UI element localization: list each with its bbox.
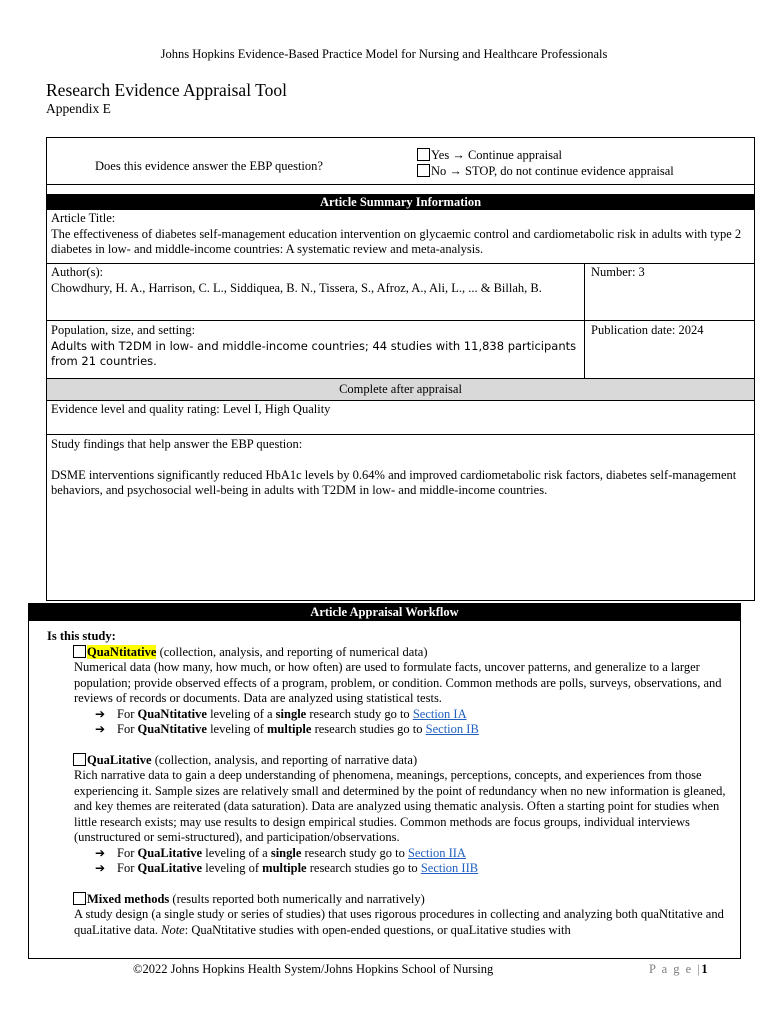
page-label: P a g e | xyxy=(649,962,702,976)
mixed-methods-name: Mixed methods xyxy=(87,891,170,906)
note-label: Note xyxy=(161,922,185,937)
appraisal-workflow xyxy=(28,603,741,959)
article-title-value[interactable]: The effectiveness of diabetes self-management education intervention on glycaemic control and cardiometabolic risk in adults with type 2 diabetes in low- and middle-income countries: A systematic review and meta-analysis. xyxy=(51,226,742,256)
mixed-methods-desc: (results reported both numerically and narratively) xyxy=(169,891,425,906)
authors-value[interactable]: Chowdhury, H. A., Harrison, C. L., Siddiquea, B. N., Tissera, S., Afroz, A., Ali, L., ... & Billah, B. xyxy=(51,280,542,295)
mixed-methods-body xyxy=(47,907,737,938)
section-iia-link[interactable]: Section IIA xyxy=(407,845,466,860)
number-field[interactable]: Number: 3 xyxy=(591,265,645,279)
authors-label: Author(s): xyxy=(51,265,104,279)
section-ib-link[interactable]: Section IB xyxy=(425,722,479,736)
right-arrow-icon: ➔ xyxy=(95,722,106,736)
article-summary-form xyxy=(46,137,755,601)
row-text: leveling of a xyxy=(202,845,271,860)
population-label: Population, size, and setting: xyxy=(51,323,196,337)
screening-question: Does this evidence answer the EBP question? xyxy=(95,159,323,173)
row-text: research studies go to xyxy=(311,722,426,736)
quantitative-name: QuaNtitative xyxy=(87,644,157,659)
mixed-body-text: A study design (a single study or series of studies) that uses rigorous procedures in collecting and analyzing both quaNtitative and quaLitative data. xyxy=(74,907,724,937)
mixed-methods-option[interactable] xyxy=(47,892,737,908)
yes-option[interactable] xyxy=(417,147,674,163)
row-bold: QuaNtitative xyxy=(137,706,207,721)
qualitative-single-row xyxy=(47,846,737,862)
row-text: leveling of xyxy=(206,722,267,736)
population-row xyxy=(47,321,754,379)
yes-option-label: Yes → Continue appraisal xyxy=(431,148,563,162)
qualitative-desc: (collection, analysis, and reporting of narrative data) xyxy=(151,752,418,767)
quantitative-multiple-row xyxy=(47,722,737,738)
tool-title: Research Evidence Appraisal Tool xyxy=(46,80,287,100)
qualitative-option[interactable] xyxy=(47,753,737,769)
qualitative-body: Rich narrative data to gain a deep understanding of phenomena, meanings, perceptions, concepts, and experiences from those experiencing it. Sample sizes are relatively small and determined by the point of redundancy when no new information is gleaned, and key themes are reiterated (data saturation). Data are analyzed using thematic analysis. Often a starting point for studies when little research exists; may use results to design empirical studies. Common methods are focus groups, individual interviews (unstructured or semi-structured), and participation/observations. xyxy=(74,768,726,844)
article-title-row xyxy=(47,210,754,264)
authors-row xyxy=(47,264,754,321)
quantitative-checkbox[interactable] xyxy=(73,645,86,658)
right-arrow-icon: ➔ xyxy=(95,845,106,860)
page-indicator xyxy=(649,962,709,978)
row-text: For xyxy=(117,706,138,721)
qualitative-multiple-row xyxy=(47,861,737,877)
copyright: ©2022 Johns Hopkins Health System/Johns Hopkins School of Nursing xyxy=(133,962,494,976)
publication-date-field[interactable]: Publication date: 2024 xyxy=(591,323,704,337)
yes-checkbox[interactable] xyxy=(417,148,430,161)
no-option-label: No → STOP, do not continue evidence appraisal xyxy=(431,164,674,178)
workflow-heading: Article Appraisal Workflow xyxy=(29,604,740,621)
mixed-body-text: : QuaNtitative studies with open-ended questions, or quaLitative studies with xyxy=(184,922,571,937)
after-appraisal-heading: Complete after appraisal xyxy=(47,379,754,401)
quantitative-desc: (collection, analysis, and reporting of numerical data) xyxy=(156,644,428,659)
page-footer xyxy=(0,962,768,978)
qualitative-checkbox[interactable] xyxy=(73,753,86,766)
page-number: 1 xyxy=(701,962,710,976)
findings-row xyxy=(47,435,754,600)
right-arrow-icon: ➔ xyxy=(95,861,106,875)
model-title: Johns Hopkins Evidence-Based Practice Model for Nursing and Healthcare Professionals xyxy=(160,47,608,61)
workflow-question: Is this study: xyxy=(47,629,116,643)
findings-value[interactable]: DSME interventions significantly reduced HbA1c levels by 0.64% and improved cardiometabolic risk factors, diabetes self-management behaviors, and psychosocial well-being in adults with T2DM in low- and middle-income countries. xyxy=(51,467,737,497)
evidence-level-field[interactable]: Evidence level and quality rating: Level I, High Quality xyxy=(51,402,331,416)
row-bold: QuaLitative xyxy=(137,845,203,860)
row-bold: QuaLitative xyxy=(137,861,203,875)
quantitative-body: Numerical data (how many, how much, or how often) are used to formulate facts, uncover patterns, and generalize to a larger population; provide observed effects of a program, problem, or condition. Common methods are polls, surveys, observations, and reviews of records or documents. Data are analyzed using statistical tests. xyxy=(74,660,722,705)
row-text: For xyxy=(117,722,138,736)
row-bold: single xyxy=(275,706,307,721)
row-text: For xyxy=(117,845,138,860)
row-text: research studies go to xyxy=(306,861,421,875)
row-bold: QuaNtitative xyxy=(137,722,207,736)
right-arrow-icon: ➔ xyxy=(95,706,106,721)
row-text: research study go to xyxy=(306,706,413,721)
article-title-label: Article Title: xyxy=(51,211,116,225)
row-bold: single xyxy=(270,845,302,860)
row-text: For xyxy=(117,861,138,875)
screening-row xyxy=(47,138,754,185)
summary-heading: Article Summary Information xyxy=(47,194,754,210)
qualitative-name: QuaLitative xyxy=(87,752,152,767)
row-text: leveling of xyxy=(202,861,263,875)
section-iib-link[interactable]: Section IIB xyxy=(420,861,479,875)
quantitative-single-row xyxy=(47,707,737,723)
row-text: research study go to xyxy=(301,845,408,860)
mixed-methods-checkbox[interactable] xyxy=(73,892,86,905)
row-bold: multiple xyxy=(267,722,312,736)
no-checkbox[interactable] xyxy=(417,164,430,177)
no-option[interactable] xyxy=(417,163,674,179)
row-bold: multiple xyxy=(262,861,307,875)
population-value[interactable]: Adults with T2DM in low- and middle-income countries; 44 studies with 11,838 participants from 21 countries. xyxy=(51,338,577,368)
evidence-level-row xyxy=(47,401,754,435)
appendix-label: Appendix E xyxy=(46,101,111,116)
row-text: leveling of a xyxy=(206,706,276,721)
findings-label: Study findings that help answer the EBP question: xyxy=(51,437,303,451)
section-ia-link[interactable]: Section IA xyxy=(412,706,467,721)
quantitative-option[interactable] xyxy=(47,645,737,661)
